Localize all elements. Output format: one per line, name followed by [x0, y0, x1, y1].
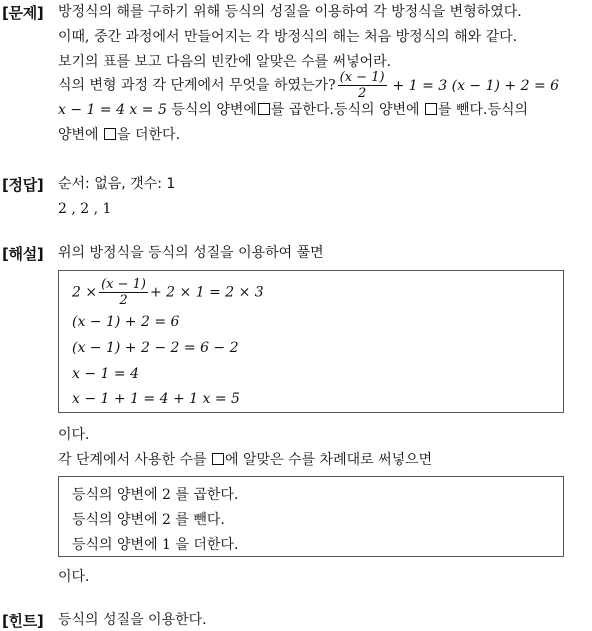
solution-eq-2: (x − 1) + 2 = 6	[72, 314, 180, 330]
explanation-mid	[58, 451, 432, 469]
solution-fraction-numerator: (x − 1)	[101, 277, 146, 292]
problem-line-6	[58, 126, 180, 144]
solution-eq-1-post: + 2 × 1 = 2 × 3	[150, 284, 264, 301]
problem-blank-text-5: 등식의	[487, 102, 529, 118]
solution-eq-1	[72, 277, 264, 308]
steps-box	[58, 476, 564, 557]
explanation-after-1: 이다.	[58, 427, 90, 443]
blank-box-2[interactable]	[425, 103, 437, 115]
hint-tag: [힌트]	[2, 612, 44, 630]
solution-eq-4: x − 1 = 4	[72, 366, 139, 382]
blank-box-example	[212, 453, 224, 465]
problem-line-1: 방정식의 해를 구하기 위해 등식의 성질을 이용하여 각 방정식을 변형하였다.	[58, 4, 522, 20]
problem-blank-text-6: 양변에	[58, 127, 99, 143]
blank-box-1[interactable]	[258, 103, 270, 115]
hint-text: 등식의 성질을 이용한다.	[58, 612, 207, 628]
problem-line-4	[58, 70, 559, 101]
solution-fraction-denominator: 2	[119, 293, 128, 308]
problem-tag: [문제]	[2, 4, 44, 22]
problem-fraction-denominator: 2	[357, 86, 367, 101]
explanation-intro: 위의 방정식을 등식의 성질을 이용하여 풀면	[58, 245, 324, 261]
solution-box	[58, 270, 564, 413]
explanation-mid-text-2: 에 알맞은 수를 차례대로 써넣으면	[225, 452, 433, 468]
problem-blank-text-1: 등식의 양변에	[171, 102, 257, 118]
problem-blank-text-4: 를 뺀다.	[437, 102, 488, 118]
problem-line-3: 보기의 표를 보고 다음의 빈칸에 알맞은 수를 써넣어라.	[58, 54, 392, 70]
step-3: 등식의 양변에 1 을 더한다.	[72, 537, 239, 553]
solution-eq-3: (x − 1) + 2 − 2 = 6 − 2	[72, 340, 239, 356]
answer-tag: [정답]	[2, 176, 44, 194]
answer-line-1: 순서: 없음, 갯수: 1	[58, 176, 176, 192]
problem-line-2: 이때, 중간 과정에서 만들어지는 각 방정식의 해는 처음 방정식의 해와 같다.	[58, 29, 518, 45]
answer-line-2: 2 , 2 , 1	[58, 201, 112, 217]
problem-fraction-numerator: (x − 1)	[339, 70, 385, 85]
problem-blank-text-7: 을 더한다.	[117, 127, 181, 143]
step-1: 등식의 양변에 2 를 곱한다.	[72, 487, 239, 503]
explanation-tag: [해설]	[2, 245, 44, 263]
blank-box-3[interactable]	[104, 128, 116, 140]
problem-fraction	[338, 70, 387, 101]
explanation-mid-text-1: 각 단계에서 사용한 수를	[58, 452, 207, 468]
problem-equation-steps: x − 1 = 4 x = 5	[58, 102, 167, 118]
solution-eq-1-pre: 2 ×	[72, 284, 98, 301]
step-2: 등식의 양변에 2 를 뺀다.	[72, 512, 225, 528]
problem-line-5	[58, 101, 528, 119]
problem-equation-rest: + 1 = 3 (x − 1) + 2 = 6	[392, 77, 560, 94]
problem-question: 식의 변형 과정 각 단계에서 무엇을 하였는가?	[58, 77, 336, 94]
solution-eq-5: x − 1 + 1 = 4 + 1 x = 5	[72, 391, 240, 407]
problem-blank-text-3: 등식의 양변에	[333, 102, 420, 118]
solution-fraction	[99, 277, 148, 308]
problem-blank-text-2: 를 곱한다.	[270, 102, 334, 118]
explanation-after-2: 이다.	[58, 569, 90, 585]
